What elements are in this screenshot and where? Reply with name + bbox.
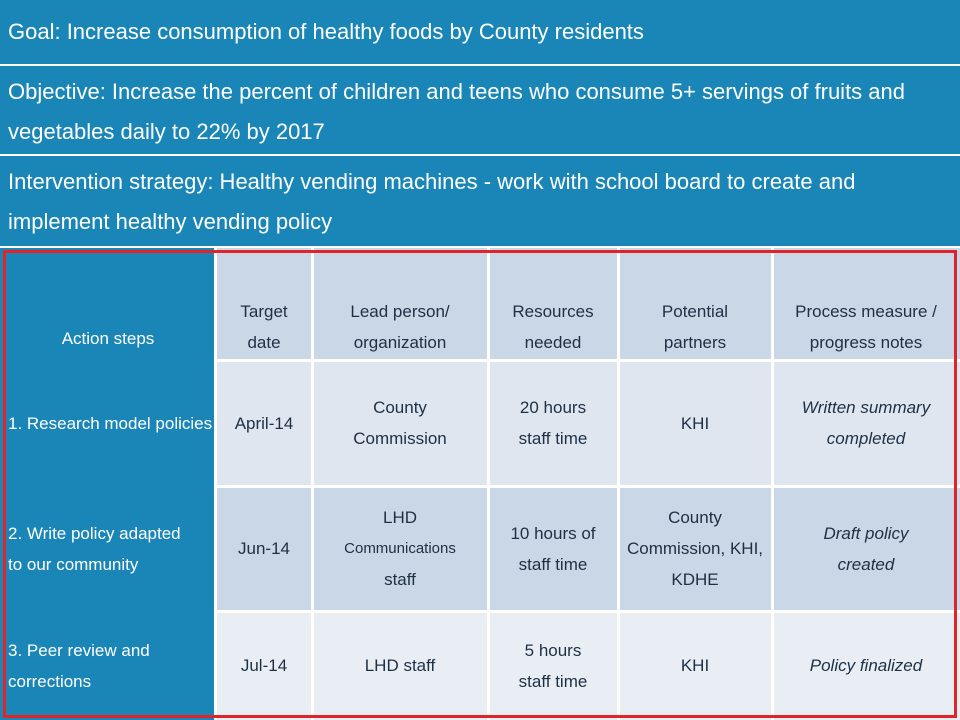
header-partners-label: Potential partners [661, 302, 729, 352]
row-1-resources-text: 20 hours staff time [518, 398, 588, 448]
header-target-date [216, 248, 312, 360]
row-divider [216, 610, 960, 613]
strategy-text: Intervention strategy: Healthy vending machines - work with school board to create and implement healthy vending policy [8, 169, 856, 234]
objective-text: Objective: Increase the percent of children and teens who consume 5+ servings of fruits and vegetables daily to 22% by 2017 [8, 79, 906, 144]
header-lead-label: Lead person/ organization [350, 302, 450, 352]
row-1-date [216, 360, 312, 486]
header-lead [312, 248, 488, 360]
row-2-notes-text: Draft policy created [823, 523, 909, 574]
row-3-resources [488, 611, 618, 720]
row-1-date-text: April-14 [234, 413, 294, 433]
row-divider [216, 359, 960, 362]
row-1-step [0, 360, 216, 486]
row-2-step [0, 486, 216, 611]
row-1-resources [488, 360, 618, 486]
row-divider [216, 485, 960, 488]
row-3-partners-text: KHI [680, 656, 710, 675]
row-2-resources [488, 486, 618, 611]
row-2-lead-line2: Communications [344, 540, 456, 557]
column-divider [487, 248, 490, 720]
row-1-notes [772, 360, 960, 486]
row-1-step-text: 1. Research model policies [8, 413, 213, 433]
row-3-step-text: 3. Peer review and corrections [8, 640, 150, 691]
row-3-step [0, 611, 216, 720]
goal-row [0, 0, 960, 66]
row-3-date [216, 611, 312, 720]
goal-text: Goal: Increase consumption of healthy foods by County residents [8, 19, 644, 44]
row-1-partners [618, 360, 772, 486]
header-resources [488, 248, 618, 360]
row-3-date-text: Jul-14 [240, 656, 288, 675]
action-plan-table [0, 248, 960, 720]
strategy-row [0, 156, 960, 248]
column-divider [214, 248, 217, 720]
row-3-partners [618, 611, 772, 720]
row-2-lead-line3: staff [384, 570, 416, 589]
row-3-resources-text: 5 hours staff time [518, 640, 588, 691]
row-1-notes-text: Written summary completed [801, 398, 931, 448]
row-3-lead [312, 611, 488, 720]
row-3-notes [772, 611, 960, 720]
header-process [772, 248, 960, 360]
row-2-lead-line1: LHD [382, 508, 417, 527]
row-2-partners-text: County Commission, KHI, KDHE [626, 508, 764, 589]
row-1-lead [312, 360, 488, 486]
row-1-partners-text: KHI [680, 413, 710, 433]
header-action-steps [0, 248, 216, 360]
row-3-lead-text: LHD staff [364, 656, 436, 675]
header-target-date-label: Target date [240, 302, 288, 352]
objective-row [0, 66, 960, 156]
row-2-partners [618, 486, 772, 611]
header-process-label: Process measure / progress notes [795, 302, 937, 352]
column-divider [311, 248, 314, 720]
header-resources-label: Resources needed [512, 302, 594, 352]
row-3-notes-text: Policy finalized [809, 656, 923, 675]
row-1-lead-text: County Commission [353, 398, 447, 448]
row-2-step-text: 2. Write policy adapted to our community [8, 523, 181, 574]
row-2-date [216, 486, 312, 611]
row-2-notes [772, 486, 960, 611]
row-2-lead [312, 486, 488, 611]
row-2-resources-text: 10 hours of staff time [510, 523, 596, 574]
header-partners [618, 248, 772, 360]
header-action-steps-label: Action steps [61, 329, 155, 348]
row-2-date-text: Jun-14 [238, 539, 290, 558]
column-divider [771, 248, 774, 720]
column-divider [617, 248, 620, 720]
